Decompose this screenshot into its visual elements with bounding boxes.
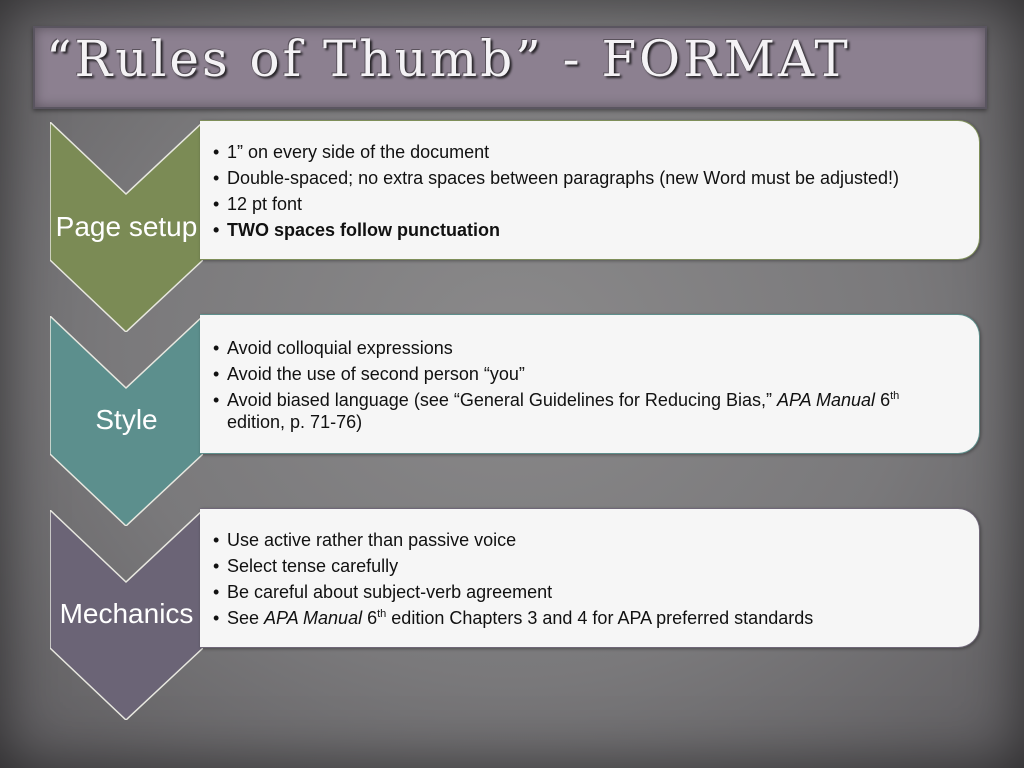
list-item: • Double-spaced; no extra spaces between paragraphs (new Word must be adjusted!) <box>213 167 961 189</box>
list-item <box>213 389 961 433</box>
edition-number: 6 <box>875 390 891 410</box>
list-item: • Avoid the use of second person “you” <box>213 363 961 385</box>
list-item <box>213 607 961 629</box>
page-setup-label: Page setup <box>55 211 198 242</box>
list-item: • Use active rather than passive voice <box>213 529 961 551</box>
list-item: • 1” on every side of the document <box>213 141 961 163</box>
slide-title: “Rules of Thumb” - FORMAT <box>46 30 851 88</box>
mechanics-card <box>200 508 980 648</box>
bullet-text: edition, p. 71-76) <box>227 412 363 432</box>
style-card <box>200 314 980 454</box>
list-item: • 12 pt font <box>213 193 961 215</box>
list-item: • Select tense carefully <box>213 555 961 577</box>
edition-suffix: th <box>377 608 387 620</box>
manual-title: APA Manual <box>777 390 876 410</box>
list-item: • TWO spaces follow punctuation <box>213 219 961 241</box>
bullet-text: See <box>227 608 265 628</box>
bullet-text: edition Chapters 3 and 4 for APA preferred standards <box>386 608 814 628</box>
manual-title: APA Manual <box>264 608 363 628</box>
edition-suffix: th <box>890 390 900 402</box>
list-item: • Avoid colloquial expressions <box>213 337 961 359</box>
page-setup-card <box>200 120 980 260</box>
bullet-text: Avoid biased language (see “General Guidelines for Reducing Bias,” <box>227 390 777 410</box>
style-label: Style <box>95 404 158 435</box>
edition-number: 6 <box>362 608 378 628</box>
list-item: • Be careful about subject-verb agreement <box>213 581 961 603</box>
mechanics-label: Mechanics <box>59 598 194 629</box>
